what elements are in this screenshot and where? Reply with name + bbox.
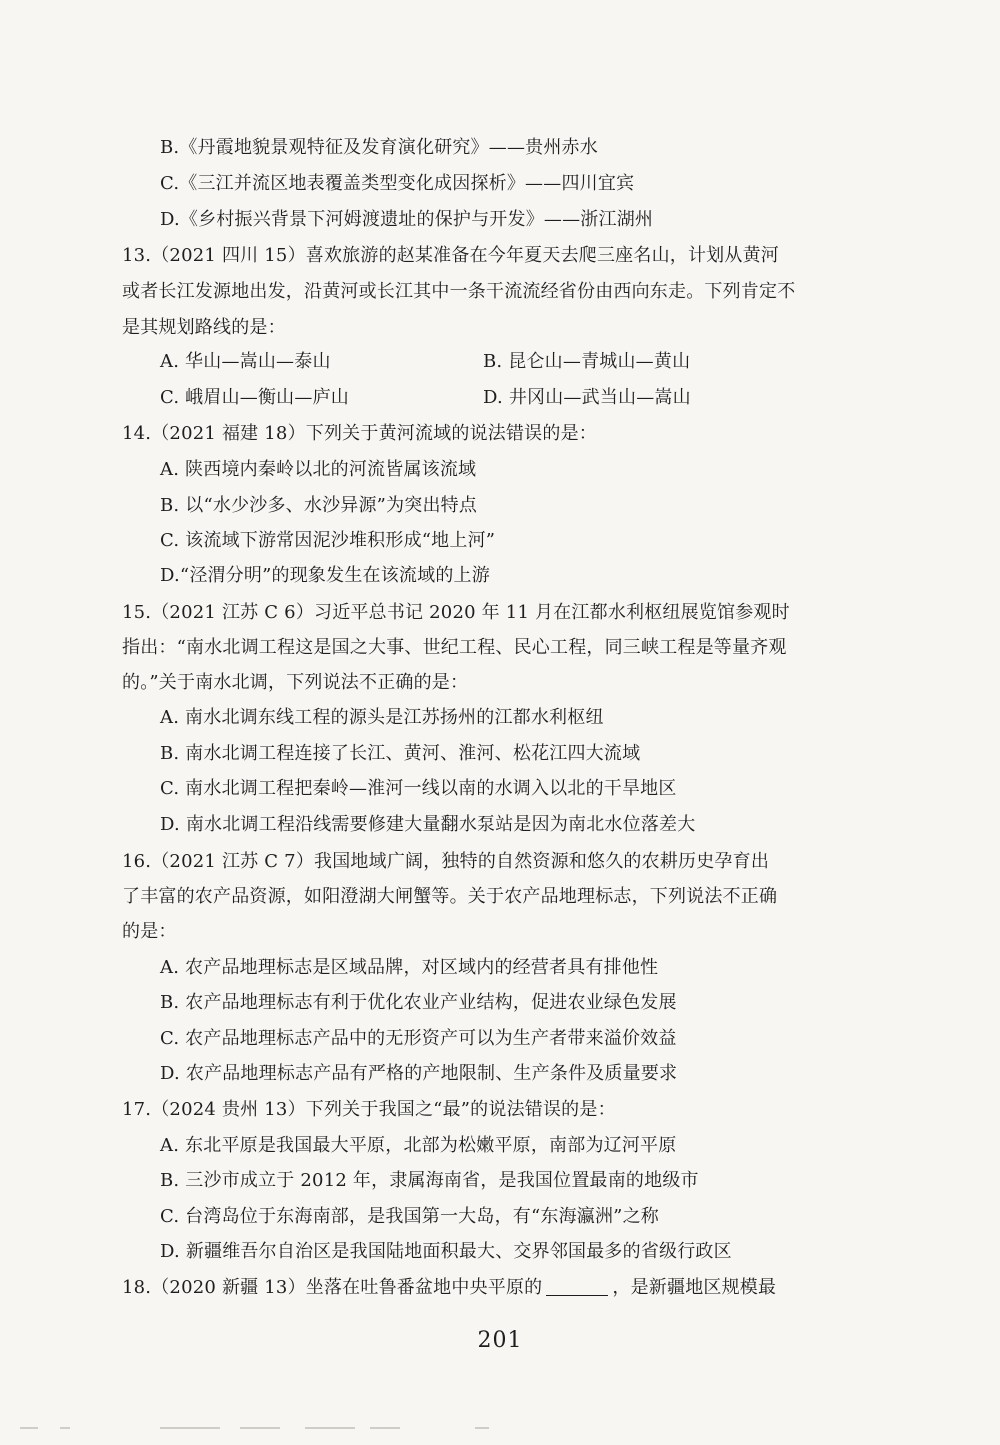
q17-option-b: B. 三沙市成立于 2012 年，隶属海南省，是我国位置最南的地级市: [160, 1170, 699, 1191]
q12-option-b: B.《丹霞地貌景观特征及发育演化研究》——贵州赤水: [160, 137, 598, 158]
q16-stem-line-1: 16.（2021 江苏 C 7）我国地域广阔，独特的自然资源和悠久的农耕历史孕育出: [122, 851, 770, 872]
q14-option-a: A. 陕西境内秦岭以北的河流皆属该流域: [160, 459, 477, 480]
q16-option-d: D. 农产品地理标志产品有严格的产地限制、生产条件及质量要求: [160, 1063, 678, 1084]
q17-option-a: A. 东北平原是我国最大平原，北部为松嫩平原，南部为辽河平原: [160, 1135, 677, 1156]
answer-blank: [546, 1277, 608, 1296]
q13-option-d: D. 井冈山—武当山—嵩山: [483, 387, 691, 408]
q13-option-c: C. 峨眉山—衡山—庐山: [160, 387, 349, 408]
q13-stem-line-1: 13.（2021 四川 15）喜欢旅游的赵某准备在今年夏天去爬三座名山，计划从黄河: [122, 245, 779, 266]
q15-stem-line-3: 的。”关于南水北调，下列说法不正确的是：: [122, 672, 469, 693]
q13-stem-line-2: 或者长江发源地出发，沿黄河或长江其中一条干流流经省份由西向东走。下列肯定不: [122, 281, 796, 302]
q14-option-c: C. 该流域下游常因泥沙堆积形成“地上河”: [160, 530, 496, 551]
q17-stem: 17.（2024 贵州 13）下列关于我国之“最”的说法错误的是：: [122, 1099, 616, 1120]
q15-stem-line-1: 15.（2021 江苏 C 6）习近平总书记 2020 年 11 月在江都水利枢纽展览馆参观时: [122, 602, 790, 623]
q16-stem-line-2: 了丰富的农产品资源，如阳澄湖大闸蟹等。关于农产品地理标志，下列说法不正确: [122, 886, 778, 907]
q16-stem-line-3: 的是：: [122, 921, 177, 942]
q14-stem: 14.（2021 福建 18）下列关于黄河流域的说法错误的是：: [122, 423, 597, 444]
q16-option-c: C. 农产品地理标志产品中的无形资产可以为生产者带来溢价效益: [160, 1028, 677, 1049]
q15-option-a: A. 南水北调东线工程的源头是江苏扬州的江都水利枢纽: [160, 707, 604, 728]
q18-stem: [122, 1276, 858, 1300]
q16-option-a: A. 农产品地理标志是区域品牌，对区域内的经营者具有排他性: [160, 957, 659, 978]
q12-option-c: C.《三江并流区地表覆盖类型变化成因探析》——四川宜宾: [160, 173, 635, 194]
q18-stem-before: 18.（2020 新疆 13）坐落在吐鲁番盆地中央平原的: [122, 1277, 543, 1298]
q15-option-b: B. 南水北调工程连接了长江、黄河、淮河、松花江四大流域: [160, 743, 641, 764]
q14-option-d: D.“泾渭分明”的现象发生在该流域的上游: [160, 565, 490, 586]
q14-option-b: B. 以“水少沙多、水沙异源”为突出特点: [160, 495, 478, 516]
q13-option-b: B. 昆仑山—青城山—黄山: [483, 351, 691, 372]
q12-option-d: D.《乡村振兴背景下河姆渡遗址的保护与开发》——浙江湖州: [160, 209, 654, 230]
q15-option-d: D. 南水北调工程沿线需要修建大量翻水泵站是因为南北水位落差大: [160, 814, 696, 835]
q13-stem-line-3: 是其规划路线的是：: [122, 317, 286, 338]
q15-stem-line-2: 指出：“南水北调工程这是国之大事、世纪工程、民心工程，同三峡工程是等量齐观: [122, 637, 787, 658]
q17-option-c: C. 台湾岛位于东海南部，是我国第一大岛，有“东海瀛洲”之称: [160, 1206, 659, 1227]
q15-option-c: C. 南水北调工程把秦岭—淮河一线以南的水调入以北的干旱地区: [160, 778, 677, 799]
q16-option-b: B. 农产品地理标志有利于优化农业产业结构，促进农业绿色发展: [160, 992, 677, 1013]
q17-option-d: D. 新疆维吾尔自治区是我国陆地面积最大、交界邻国最多的省级行政区: [160, 1241, 732, 1262]
scan-artifact: [0, 1425, 1000, 1431]
q18-stem-after: ，是新疆地区规模最: [612, 1277, 777, 1298]
page-number: 201: [477, 1328, 523, 1353]
q13-option-a: A. 华山—嵩山—泰山: [160, 351, 331, 372]
